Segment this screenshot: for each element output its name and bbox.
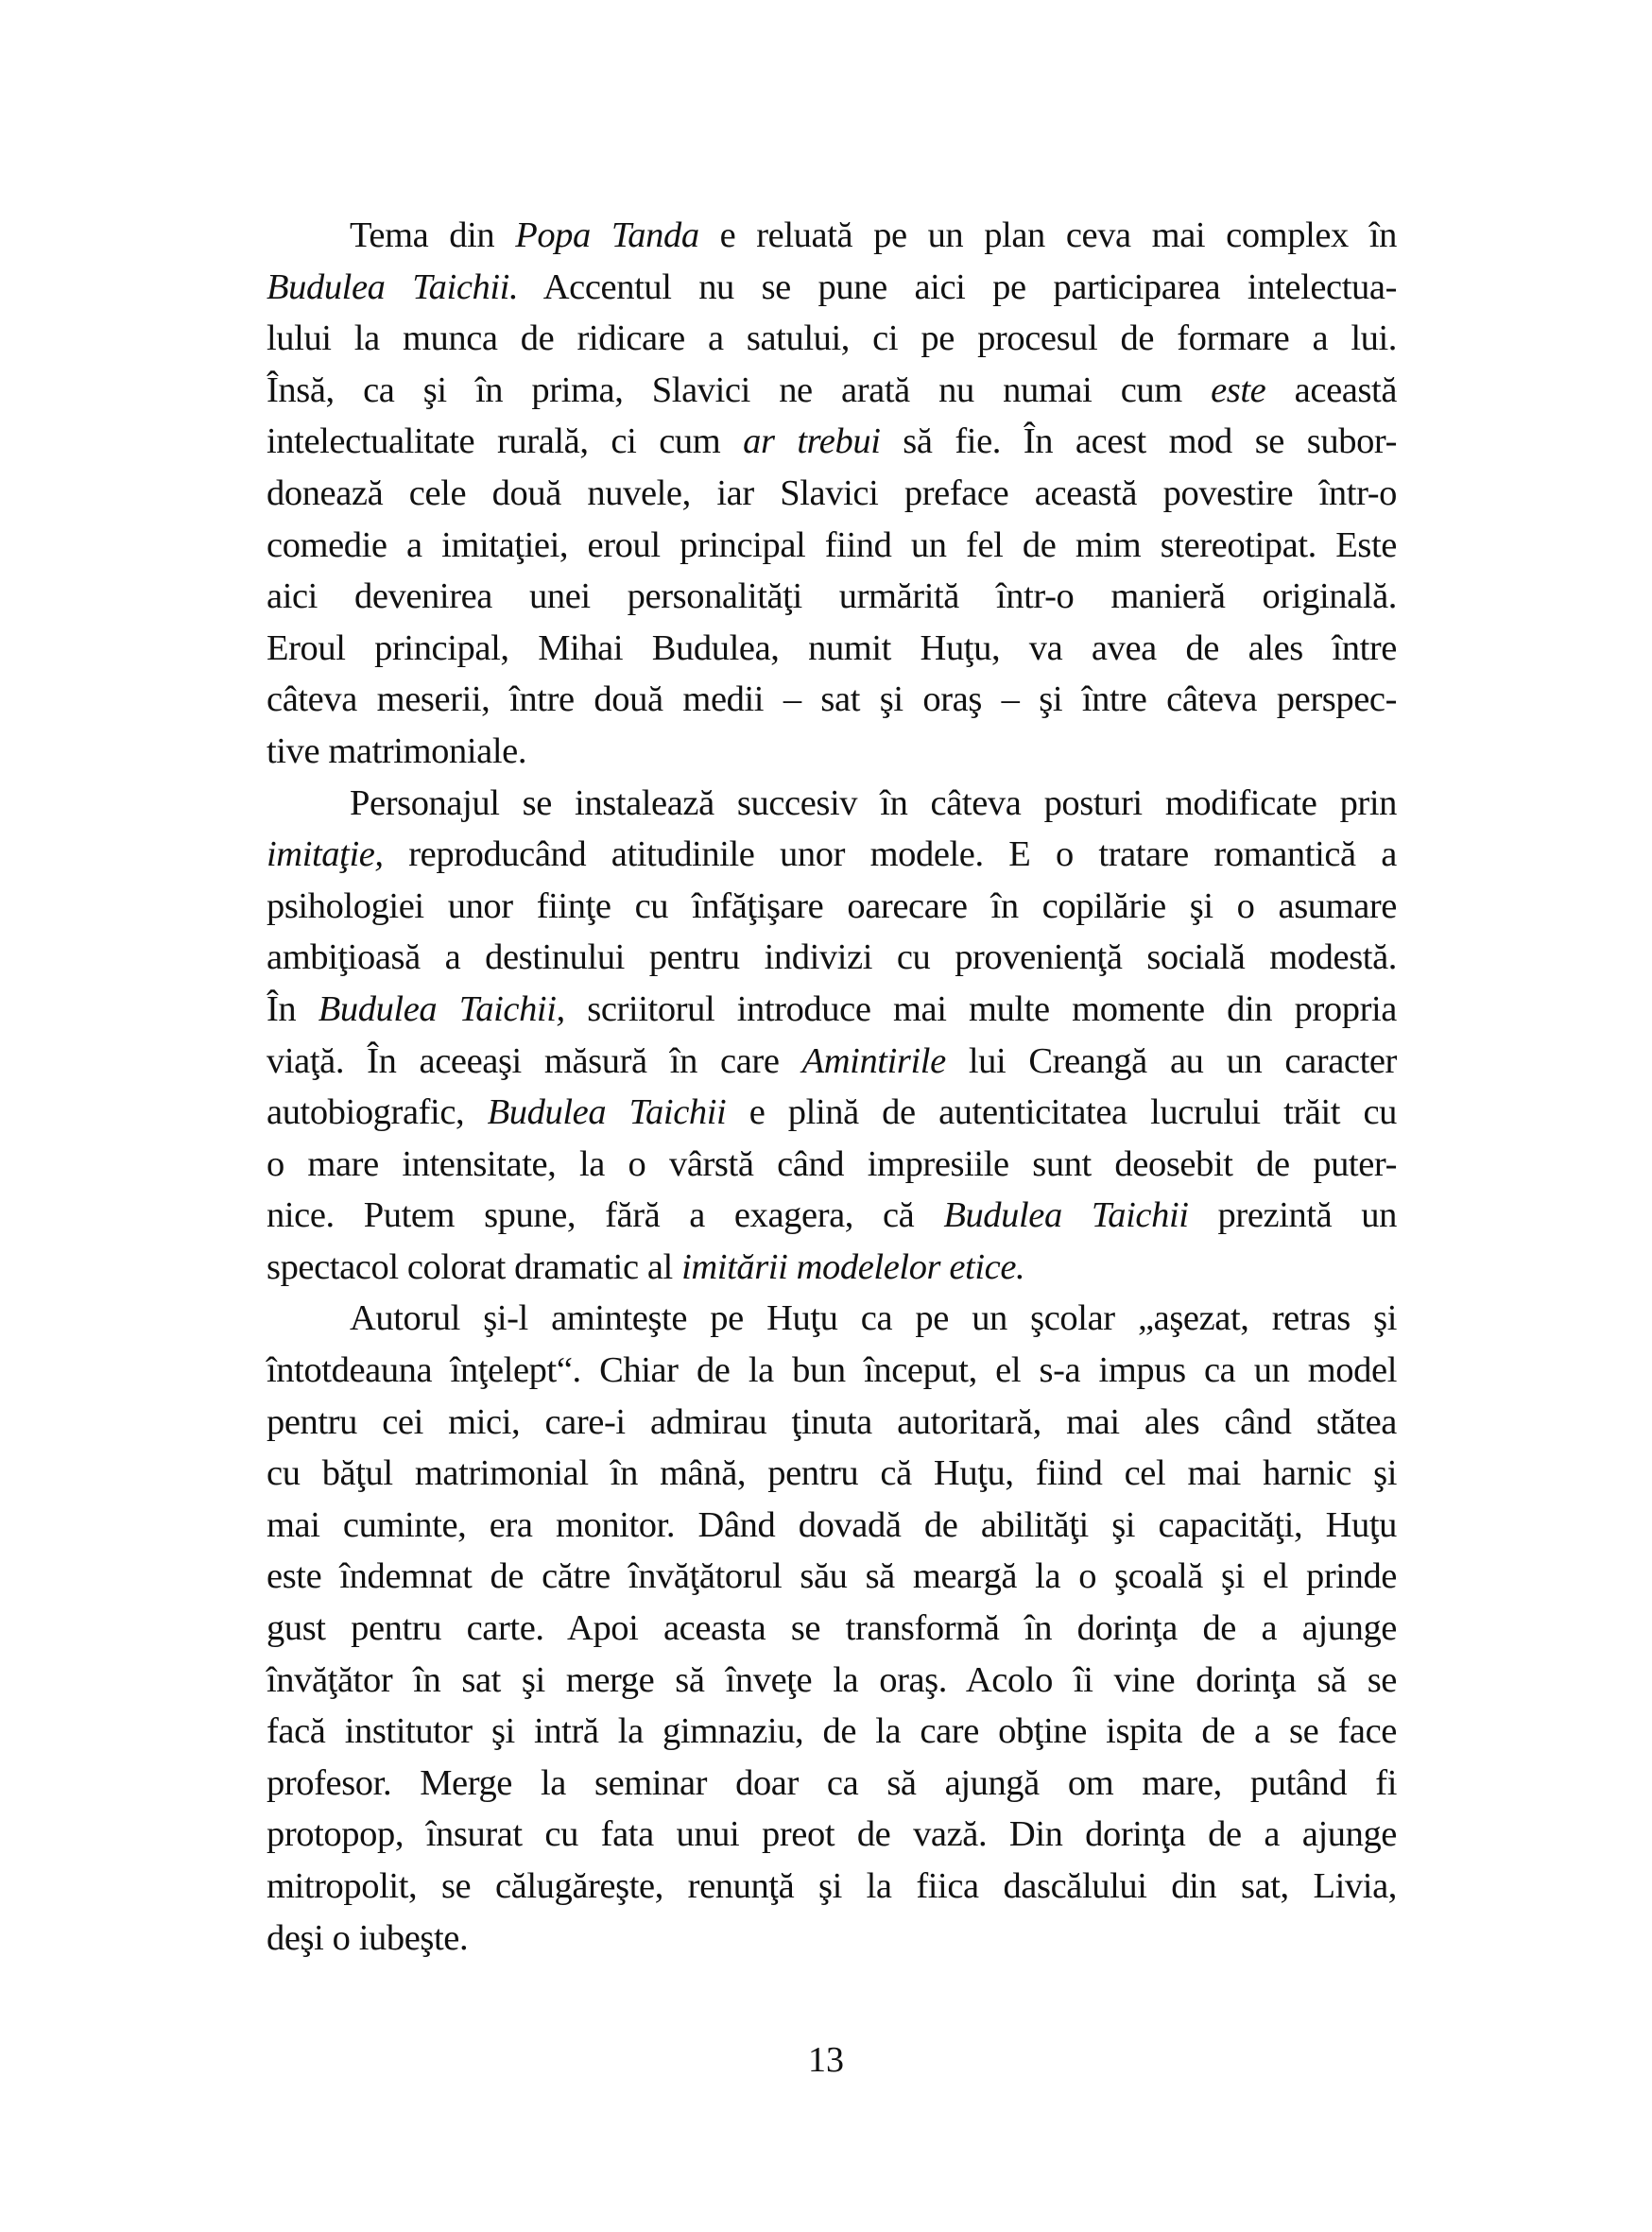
text-line bbox=[267, 1190, 1397, 1242]
text-line bbox=[267, 1500, 1397, 1552]
text-line bbox=[267, 1242, 1397, 1294]
italic-title-text: imitării modelelor etice. bbox=[681, 1246, 1025, 1287]
text-segment: Autorul şi-l aminteşte pe Huţu ca pe un şcolar „aşezat, retras şi bbox=[350, 1298, 1397, 1339]
italic-title-text: Budulea Taichii bbox=[487, 1092, 727, 1133]
text-segment: psihologiei unor fiinţe cu înfăţişare oarecare în copilărie şi o asumare bbox=[267, 885, 1397, 926]
paragraph bbox=[267, 1293, 1397, 1964]
text-line bbox=[267, 829, 1397, 881]
text-segment: aici devenirea unei personalităţi urmărită într-o manieră originală. bbox=[267, 576, 1397, 617]
text-segment: mai cuminte, era monitor. Dând dovadă de abilităţi şi capacităţi, Huţu bbox=[267, 1504, 1397, 1545]
text-segment: să fie. În acest mod se subor- bbox=[880, 421, 1398, 462]
text-line bbox=[267, 932, 1397, 984]
text-line bbox=[267, 1293, 1397, 1345]
italic-title-text: Amintirile bbox=[801, 1040, 946, 1081]
italic-title-text: imitaţie, bbox=[267, 834, 384, 875]
text-segment: prezintă un bbox=[1188, 1195, 1397, 1236]
text-line bbox=[267, 1861, 1397, 1913]
text-line bbox=[267, 416, 1397, 468]
page-number: 13 bbox=[808, 2040, 844, 2080]
text-line bbox=[267, 1655, 1397, 1707]
text-line bbox=[267, 674, 1397, 726]
text-segment: este îndemnat de către învăţătorul său să meargă la o şcoală şi el prinde bbox=[267, 1556, 1397, 1597]
text-line bbox=[267, 313, 1397, 365]
text-segment: profesor. Merge la seminar doar ca să ajungă om mare, putând fi bbox=[267, 1762, 1397, 1803]
text-segment: comedie a imitaţiei, eroul principal fiind un fel de mim stereotipat. Este bbox=[267, 524, 1397, 565]
text-segment: deşi o iubeşte. bbox=[267, 1917, 469, 1958]
text-segment: cu băţul matrimonial în mână, pentru că Huţu, fiind cel mai harnic şi bbox=[267, 1453, 1397, 1494]
text-segment: ambiţioasă a destinului pentru indivizi cu provenienţă socială modestă. bbox=[267, 937, 1397, 978]
body-text bbox=[267, 210, 1397, 1964]
text-line bbox=[267, 881, 1397, 933]
text-segment: Însă, ca şi în prima, Slavici ne arată nu numai cum bbox=[267, 369, 1212, 410]
text-segment: Tema din bbox=[350, 215, 516, 255]
text-segment: această bbox=[1265, 369, 1398, 410]
text-segment: În bbox=[267, 988, 318, 1029]
text-segment: Eroul principal, Mihai Budulea, numit Huţu, va avea de ales între bbox=[267, 627, 1397, 668]
text-line bbox=[267, 1913, 1397, 1965]
text-segment: câteva meserii, între două medii – sat şi oraş – şi între câteva perspec- bbox=[267, 679, 1397, 720]
text-line bbox=[267, 210, 1397, 262]
text-line bbox=[267, 623, 1397, 675]
text-segment: e plină de autenticitatea lucrului trăit cu bbox=[726, 1092, 1397, 1133]
text-segment: o mare intensitate, la o vârstă când impresiile sunt deosebit de puter- bbox=[267, 1143, 1397, 1184]
text-line bbox=[267, 1448, 1397, 1500]
text-line bbox=[267, 1809, 1397, 1861]
text-line bbox=[267, 1139, 1397, 1191]
paragraph bbox=[267, 778, 1397, 1294]
text-line bbox=[267, 778, 1397, 830]
text-segment: facă institutor şi intră la gimnaziu, de la care obţine ispita de a se face bbox=[267, 1711, 1397, 1752]
text-segment: scriitorul introduce mai multe momente din propria bbox=[564, 988, 1397, 1029]
text-segment: spectacol colorat dramatic al bbox=[267, 1246, 682, 1287]
italic-title-text: Budulea Taichii bbox=[943, 1195, 1189, 1236]
paragraph bbox=[267, 210, 1397, 778]
italic-title-text: Popa Tanda bbox=[515, 215, 699, 255]
text-segment: intelectualitate rurală, ci cum bbox=[267, 421, 744, 462]
text-line bbox=[267, 726, 1397, 778]
italic-title-text: este bbox=[1211, 369, 1266, 410]
text-segment: Accentul nu se pune aici pe participarea intelectua- bbox=[518, 266, 1397, 307]
italic-title-text: ar trebui bbox=[743, 421, 881, 462]
text-line bbox=[267, 984, 1397, 1036]
text-segment: viaţă. În aceeaşi măsură în care bbox=[267, 1040, 802, 1081]
text-line bbox=[267, 365, 1397, 417]
text-segment: lului la munca de ridicare a satului, ci pe procesul de formare a lui. bbox=[267, 318, 1397, 359]
text-line bbox=[267, 1087, 1397, 1139]
text-segment: Personajul se instalează succesiv în câteva posturi modificate prin bbox=[350, 782, 1397, 823]
text-line bbox=[267, 520, 1397, 572]
text-segment: întotdeauna înţelept“. Chiar de la bun început, el s-a impus ca un model bbox=[267, 1350, 1397, 1391]
italic-title-text: Budulea Taichii, bbox=[318, 988, 565, 1029]
text-segment: protopop, însurat cu fata unui preot de vază. Din dorinţa de a ajunge bbox=[267, 1814, 1397, 1855]
italic-title-text: Budulea Taichii. bbox=[267, 266, 519, 307]
text-segment: donează cele două nuvele, iar Slavici preface această povestire într-o bbox=[267, 472, 1397, 513]
text-line bbox=[267, 1551, 1397, 1603]
text-segment: reproducând atitudinile unor modele. E o tratare romantică a bbox=[383, 834, 1397, 875]
text-segment: gust pentru carte. Apoi aceasta se transformă în dorinţa de a ajunge bbox=[267, 1608, 1397, 1649]
text-line bbox=[267, 1345, 1397, 1397]
text-line bbox=[267, 571, 1397, 623]
text-segment: mitropolit, se călugăreşte, renunţă şi la fiica dascălului din sat, Livia, bbox=[267, 1866, 1397, 1906]
text-line bbox=[267, 468, 1397, 520]
text-segment: învăţător în sat şi merge să înveţe la oraş. Acolo îi vine dorinţa să se bbox=[267, 1659, 1397, 1700]
text-line bbox=[267, 1397, 1397, 1449]
text-segment: nice. Putem spune, fără a exagera, că bbox=[267, 1195, 944, 1236]
text-line bbox=[267, 1758, 1397, 1810]
text-segment: pentru cei mici, care-i admirau ţinuta autoritară, mai ales când stătea bbox=[267, 1401, 1397, 1442]
text-segment: autobiografic, bbox=[267, 1092, 488, 1133]
text-segment: lui Creangă au un caracter bbox=[945, 1040, 1397, 1081]
text-segment: e reluată pe un plan ceva mai complex în bbox=[698, 215, 1397, 255]
text-line bbox=[267, 1036, 1397, 1088]
text-line bbox=[267, 1706, 1397, 1758]
text-line bbox=[267, 262, 1397, 314]
text-segment: tive matrimoniale. bbox=[267, 730, 527, 771]
text-line bbox=[267, 1603, 1397, 1655]
